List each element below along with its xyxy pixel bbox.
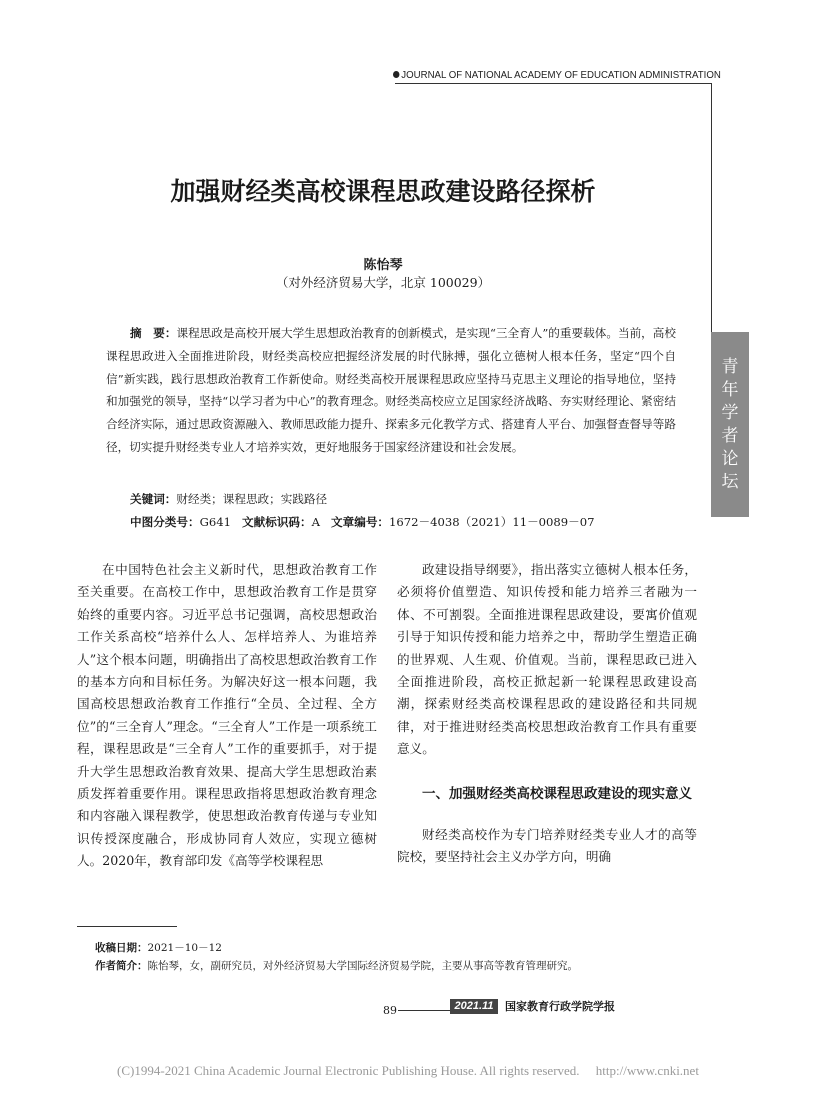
body-paragraph: 在中国特色社会主义新时代，思想政治教育工作至关重要。在高校工作中，思想政治教育工作是贯穿始终的重要内容。习近平总书记强调，高校思想政治工作关系高校“培养什么人、怎样培养人、为谁培养人”这个根本问题，明确指出了高校思想政治教育工作的基本方向和目标任务。为解决好这一根本问题，我国高校思想政治教育工作推行“全员、全过程、全方位”的“三全育人”理念。“三全育人”工作是一项系统工程，课程思政是“三全育人”工作的重要抓手，对于提升大学生思想政治教育效果、提高大学生思想政治素质发挥着重要作用。课程思政指将思想政治教育理念和内容融入课程教学，使思想政治教育传递与专业知识传授深度融合，形成协同育人效应，实现立德树人。2020年，教育部印发《高等学校课程思 (77, 562, 377, 869)
article-no-value: 1672－4038（2021）11－0089－07 (389, 515, 595, 529)
copyright-notice: (C)1994-2021 China Academic Journal Electronic Publishing House. All rights reserved. http://www.cnki.net (117, 1063, 699, 1078)
column-tab-char: 年 (721, 379, 739, 400)
journal-name-cn: 国家教育行政学院学报 (505, 1000, 615, 1013)
section-heading: 一、加强财经类高校课程思政建设的现实意义 (422, 785, 692, 802)
header-rule (395, 83, 712, 84)
column-tab-char: 者 (721, 425, 739, 446)
clc-value: G641 (199, 515, 231, 529)
clc-label: 中图分类号： (130, 515, 200, 529)
body-paragraph: 政建设指导纲要》，指出落实立德树人根本任务，必须将价值塑造、知识传授和能力培养三者融为一体、不可割裂。全面推进课程思政建设，要寓价值观引导于知识传授和能力培养之中，帮助学生塑造正确的世界观、人生观、价值观。当前，课程思政已进入全面推进阶段，高校正掀起新一轮课程思政建设高潮，探索财经类高校课程思政的建设路径和共同规律，对于推进财经类高校思想政治教育工作具有重要意义。 (397, 562, 697, 757)
column-tab-char: 坛 (721, 471, 739, 492)
column-tab (711, 332, 749, 517)
body-paragraph: 财经类高校作为专门培养财经类专业人才的高等院校，要坚持社会主义办学方向，明确 (397, 826, 697, 865)
footer-rule (398, 1010, 450, 1011)
article-title: 加强财经类高校课程思政建设路径探析 (170, 177, 596, 206)
header-rule-vertical (711, 83, 712, 333)
abstract-label: 摘 要： (130, 326, 177, 340)
bio-label: 作者简介： (95, 960, 148, 972)
doc-code-label: 文献标识码： (242, 515, 312, 529)
column-tab-char: 论 (721, 448, 739, 469)
abstract (106, 322, 676, 459)
footnote-author-bio (95, 958, 578, 973)
keywords-label: 关键词： (130, 492, 177, 506)
bullet-icon (393, 71, 399, 78)
body-column-left (77, 559, 377, 873)
column-tab-char: 学 (721, 402, 739, 423)
journal-header (393, 69, 721, 81)
classification (130, 514, 595, 530)
body-column-right (397, 559, 697, 868)
author-affiliation: （对外经济贸易大学，北京 100029） (275, 275, 491, 290)
article-no-label: 文章编号： (331, 515, 390, 529)
keywords-text: 财经类；课程思政；实践路径 (176, 492, 328, 506)
received-date: 2021－10－12 (147, 942, 222, 954)
issue-badge: 2021.11 (450, 999, 498, 1014)
footnote-rule (77, 926, 177, 927)
page-number: 89 (383, 1004, 397, 1017)
received-label: 收稿日期： (95, 942, 148, 954)
journal-name-en: JOURNAL OF NATIONAL ACADEMY OF EDUCATION ADMINISTRATION (401, 69, 721, 81)
bio-text: 陈怡琴，女，副研究员，对外经济贸易大学国际经济贸易学院，主要从事高等教育管理研究。 (147, 960, 578, 972)
abstract-text: 课程思政是高校开展大学生思想政治教育的创新模式，是实现“三全育人”的重要载体。当前，高校课程思政进入全面推进阶段，财经类高校应把握经济发展的时代脉搏，强化立德树人根本任务，坚定“四个自信”新实践，践行思想政治教育工作新使命。财经类高校开展课程思政应坚持马克思主义理论的指导地位，坚持和加强党的领导，坚持“以学习者为中心”的教育理念。财经类高校应立足国家经济战略、夯实财经理论、紧密结合经济实际，通过思政资源融入、教师思政能力提升、探索多元化教学方式、搭建育人平台、加强督查督导等路径，切实提升财经类专业人才培养实效，更好地服务于国家经济建设和社会发展。 (106, 326, 676, 454)
column-tab-char: 青 (721, 356, 739, 377)
footnote-received (95, 940, 222, 955)
doc-code-value: A (311, 515, 320, 529)
keywords (130, 491, 327, 507)
author-name: 陈怡琴 (363, 258, 403, 273)
